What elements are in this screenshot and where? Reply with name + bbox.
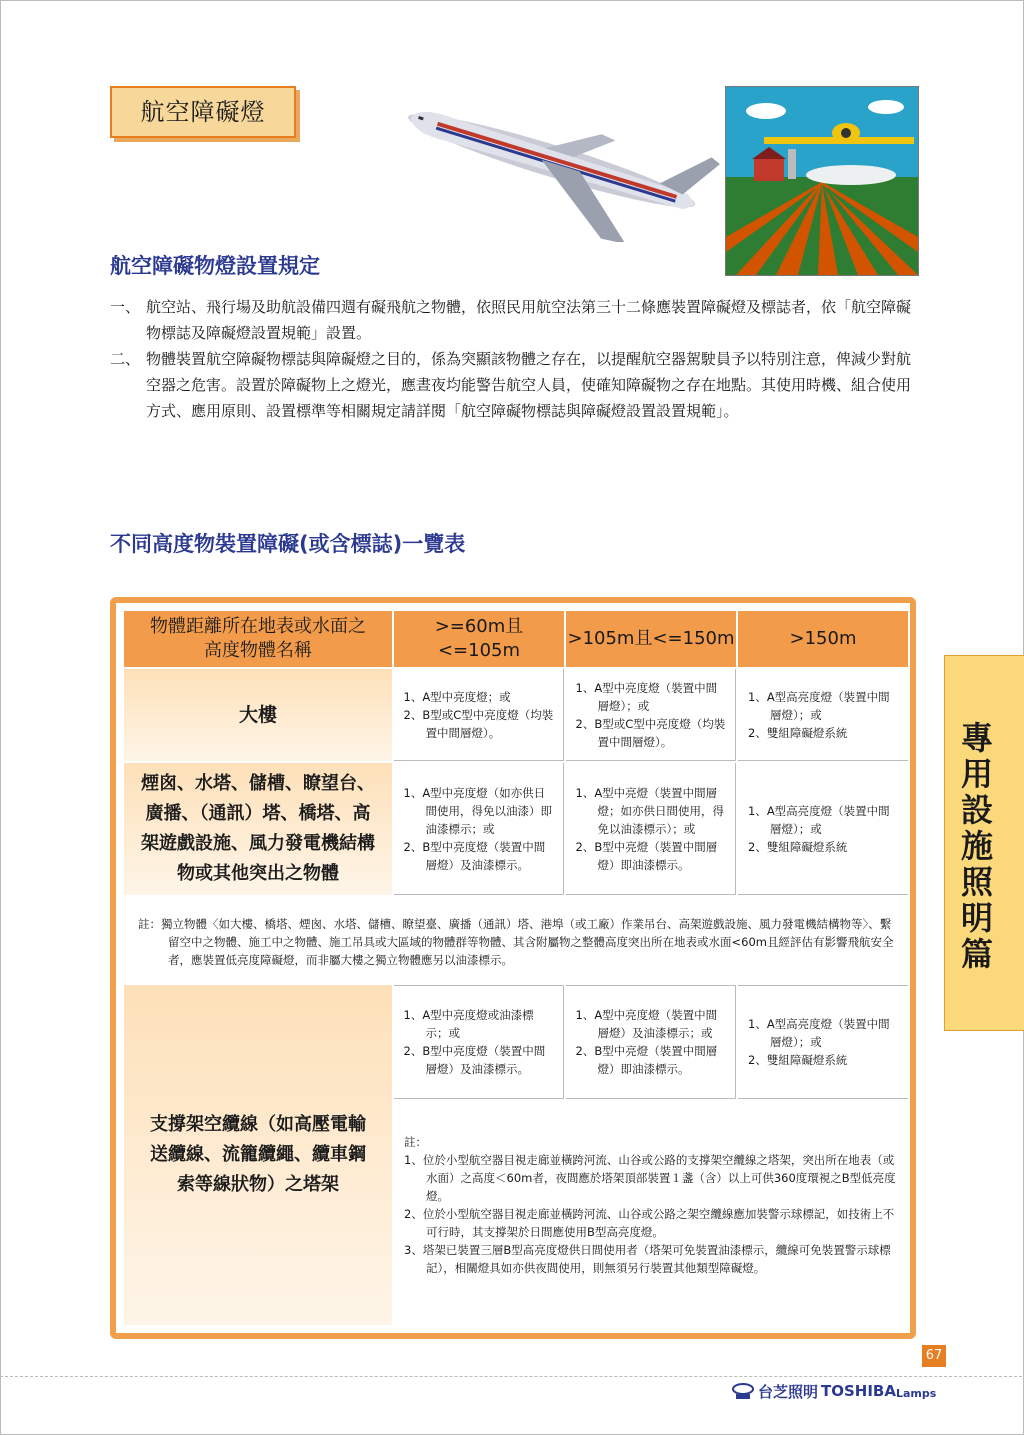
cell-item: 1、A型中亮度燈（裝置中間層燈）；或 [575, 680, 718, 713]
note-item: 3、塔架已裝置三層B型高亮度燈供日間使用者（塔架可免裝置油漆標示，纜線可免裝置警示球標記），相關燈具如亦供夜間使用，則無須另行裝置其他類型障礙燈。 [404, 1243, 891, 1275]
cell-cable-over-150 [738, 985, 908, 1099]
obstruction-light-table [110, 597, 916, 1339]
notes-label: 註： [404, 1135, 427, 1149]
cell-item: 1、A型中亮度燈（裝置中間層燈）及油漆標示；或 [575, 1008, 718, 1040]
paragraph-1 [110, 294, 920, 346]
paragraph-text: 航空站、飛行場及助航設備四週有礙飛航之物體，依照民用航空法第三十二條應裝置障礙燈及標誌者，依「航空障礙物標誌及障礙燈設置規範」設置。 [146, 298, 912, 342]
row-name-cable-towers: 支撐架空纜線（如高壓電輸送纜線、流籠纜繩、纜車鋼索等線狀物）之塔架 [124, 985, 392, 1325]
cell-item: 1、A型中亮燈（裝置中間層燈；如亦供日間使用，得免以油漆標示）；或 [575, 785, 724, 836]
section-heading-regulations: 航空障礙物燈設置規定 [110, 254, 320, 278]
paragraph-text: 物體裝置航空障礙物標誌與障礙燈之目的，係為突顯該物體之存在，以提醒航空器駕駛員予以特別注意，俾減少對航空器之危害。設置於障礙物上之燈光，應晝夜均能警告航空人員，使確知障礙物之存在地點。其使用時機、組合使用方式、應用原則、設置標準等相關規定請詳閱「航空障礙物標誌與障礙燈設置設置規範」。 [146, 350, 912, 420]
lamp-logo-icon [732, 1382, 754, 1400]
cell-item: 1、A型高亮度燈（裝置中間層燈）；或 [748, 1017, 890, 1049]
page-title: 航空障礙燈 [110, 86, 296, 138]
brand-chinese: 台芝照明 [758, 1382, 819, 1401]
paragraph-2 [110, 346, 920, 424]
crop-duster-illustration [725, 86, 919, 276]
footer-divider [0, 1376, 1022, 1377]
note-item: 2、位於小型航空器目視走廊並橫跨河流、山谷或公路之架空纜線應加裝警示球標記，如技術上不可行時，其支撐架於日間應使用B型高亮度燈。 [404, 1207, 895, 1239]
cell-item: 2、B型中亮燈（裝置中間層燈）即油漆標示。 [575, 839, 718, 872]
cell-building-105-150 [566, 669, 736, 761]
cell-cable-105-150 [566, 985, 736, 1099]
cell-item: 2、雙組障礙燈系統 [748, 839, 848, 854]
cell-item: 2、B型或C型中亮度燈（均裝置中間層燈）。 [575, 716, 726, 749]
cell-towers-105-150 [566, 763, 736, 895]
section-heading-table: 不同高度物裝置障礙(或含標誌)一覽表 [110, 532, 466, 556]
paragraph-number: 一、 [110, 298, 141, 316]
cable-tower-notes [404, 1133, 900, 1277]
cell-item: 2、B型中亮度燈（裝置中間層燈）及油漆標示。 [403, 1044, 546, 1076]
side-tab-label: 專用設施照明篇 [960, 719, 993, 973]
header-60-105m: >=60m且<=105m [394, 611, 564, 667]
note-item: 1、位於小型航空器目視走廊並橫跨河流、山谷或公路的支撐架空纜線之塔架，突出所在地表（或水面）之高度＜60m者，夜間應於塔架頂部裝置１盞（含）以上可供360度環視之B型低亮度燈。 [404, 1153, 896, 1203]
header-105-150m: >105m且<=150m [566, 611, 736, 667]
cell-building-over-150 [738, 669, 908, 761]
cell-item: 2、雙組障礙燈系統 [748, 1053, 848, 1067]
cell-item: 2、B型或C型中亮度燈（均裝置中間層燈）。 [403, 707, 554, 740]
cell-item: 2、雙組障礙燈系統 [748, 725, 848, 740]
cell-item: 1、A型中亮度燈；或 [403, 689, 511, 704]
brand-suffix: Lamps [895, 1386, 937, 1400]
header-over-150m: >150m [738, 611, 908, 667]
cell-towers-60-105 [394, 763, 564, 895]
cell-item: 1、A型高亮度燈（裝置中間層燈）；或 [748, 803, 890, 836]
row-name-building: 大樓 [124, 669, 392, 761]
cell-building-60-105 [394, 669, 564, 761]
brand-english: TOSHIBA [821, 1382, 896, 1400]
toshiba-logo [732, 1380, 936, 1402]
page-number: 67 [922, 1345, 946, 1367]
header-object-name: 物體距離所在地表或水面之高度物體名稱 [124, 611, 392, 667]
cell-item: 1、A型中亮度燈或油漆標示；或 [403, 1008, 534, 1040]
airplane-illustration [390, 92, 720, 242]
cell-cable-60-105 [394, 985, 564, 1099]
row-name-towers: 煙囪、水塔、儲槽、瞭望台、廣播、（通訊）塔、橋塔、高架遊戲設施、風力發電機結構物或其他突出之物體 [124, 763, 392, 895]
cell-towers-over-150 [738, 763, 908, 895]
cell-item: 2、B型中亮燈（裝置中間層燈）即油漆標示。 [575, 1044, 718, 1076]
cell-item: 2、B型中亮度燈（裝置中間層燈）及油漆標示。 [403, 839, 546, 872]
table-note: 註：獨立物體〈如大樓、橋塔、煙囪、水塔、儲槽、瞭望臺、廣播（通訊）塔、港埠（或工廠）作業吊台、高架遊戲設施、風力發電機結構物等〉、繫留空中之物體、施工中之物體、施工吊具或大區域的物體群等物體、其含附屬物之整體高度突出所在地表或水面<60m且經評估有影響飛航安全者，應裝置低亮度障礙燈，而非屬大樓之獨立物體應另以油漆標示。 [138, 917, 894, 967]
paragraph-number: 二、 [110, 350, 141, 368]
cell-item: 1、A型高亮度燈（裝置中間層燈）；或 [748, 689, 890, 722]
section-side-tab [944, 655, 1024, 1031]
cell-item: 1、A型中亮度燈（如亦供日間使用，得免以油漆）即油漆標示；或 [403, 785, 552, 836]
